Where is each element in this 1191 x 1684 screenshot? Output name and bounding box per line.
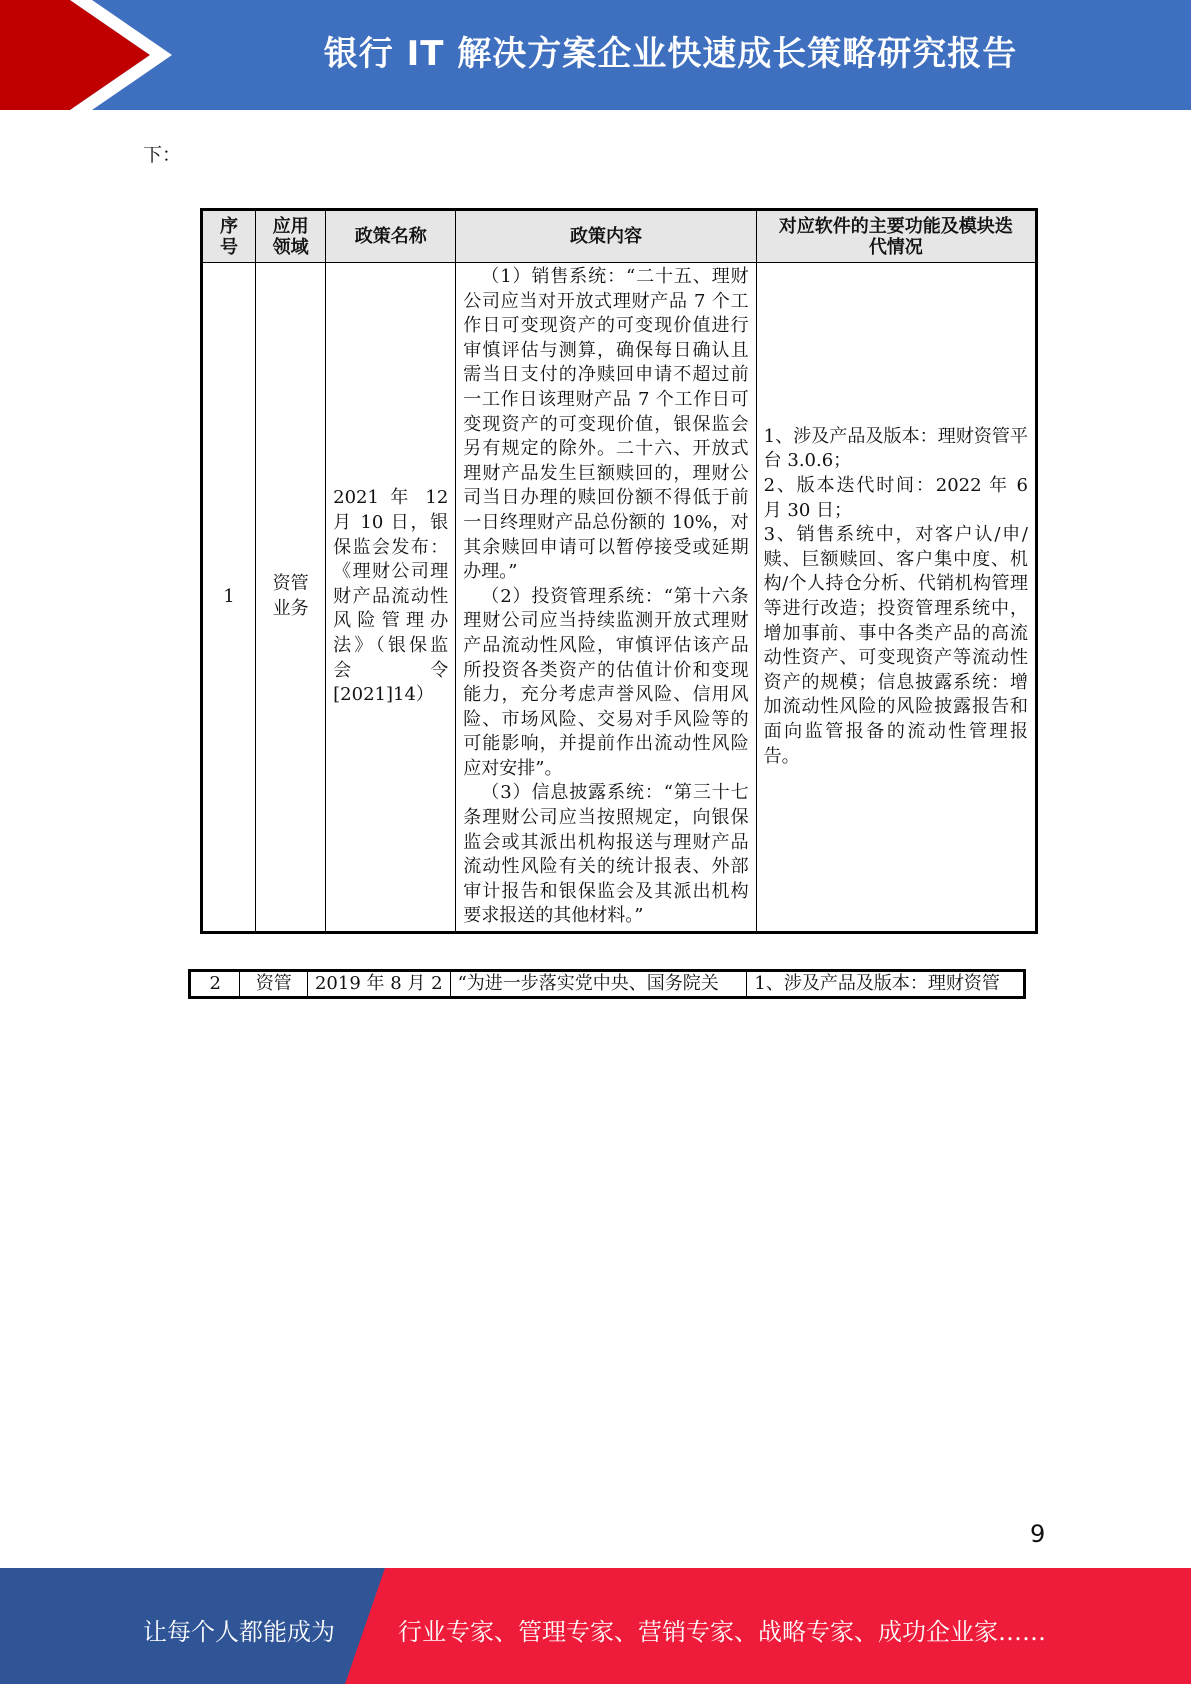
row-policy-content: “为进一步落实党中央、国务院关 xyxy=(450,971,747,998)
policy-table-continued xyxy=(188,969,1026,999)
header-field-line: 应用 xyxy=(272,215,309,237)
footer-slogan-left: 让每个人都能成为 xyxy=(143,1618,335,1646)
row-software-function: 1、涉及产品及版本：理财资管 xyxy=(747,971,1025,998)
row-software-function xyxy=(756,263,1036,933)
policy-content-paragraph: （2）投资管理系统：“第十六条理财公司应当持续监测开放式理财产品流动性风险，审慎评估该产品所投资各类资产的估值计价和变现能力，充分考虑声誉风险、信用风险、市场风险、交易对手风险等的可能影响，并提前作出流动性风险应对安排”。 xyxy=(463,585,749,779)
policy-content-paragraph: （3）信息披露系统：“第三十七条理财公司应当按照规定，向银保监会或其派出机构报送与理财产品流动性风险有关的统计报表、外部审计报告和银保监会及其派出机构要求报送的其他材料。” xyxy=(463,782,749,927)
function-item: 2、版本迭代时间：2022 年 6 月 30 日； xyxy=(763,475,1028,521)
page-number: 9 xyxy=(1030,1520,1046,1548)
table-row xyxy=(202,263,1037,933)
footer-slogan-right: 行业专家、管理专家、营销专家、战略专家、成功企业家…… xyxy=(398,1618,1046,1646)
header-no-line: 号 xyxy=(220,236,239,258)
row-field xyxy=(256,263,326,933)
row-policy-name: 2021 年 12 月 10 日，银保监会发布：《理财公司理财产品流动性风险管理办法》（银保监会令[2021]14） xyxy=(326,263,456,933)
header-field-line: 领域 xyxy=(272,236,309,258)
header-func-line: 代情况 xyxy=(868,236,923,258)
header-no-line: 序 xyxy=(220,215,239,237)
row-number: 2 xyxy=(190,971,240,998)
row-field-line: 业务 xyxy=(272,598,309,620)
function-item: 3、销售系统中，对客户认/申/赎、巨额赎回、客户集中度、机构/个人持仓分析、代销机构管理等进行改造；投资管理系统中，增加事前、事中各类产品的高流动性资产、可变现资产等流动性资产的规模；信息披露系统：增加流动性风险的风险披露报告和面向监管报备的流动性管理报告。 xyxy=(763,524,1028,767)
header-no xyxy=(202,210,256,263)
function-item: 1、涉及产品及版本：理财资管平台 3.0.6； xyxy=(763,425,1028,472)
row-policy-content xyxy=(456,263,756,933)
header-content: 政策内容 xyxy=(456,210,756,263)
header-func xyxy=(756,210,1036,263)
row-field-line: 资管 xyxy=(272,573,309,595)
header-title: 银行 IT 解决方案企业快速成长策略研究报告 xyxy=(323,34,1018,74)
policy-content-paragraph: （1）销售系统：“二十五、理财公司应当对开放式理财产品 7 个工作日可变现资产的可变现价值进行审慎评估与测算，确保每日确认且需当日支付的净赎回申请不超过前一工作日该理财产品 7 个工作日可变现资产的可变现价值，银保监会另有规定的除外。二十六、开放式理财产品发生巨额赎回的，理财公司当日办理的赎回份额不得低于前一日终理财产品总份额的 10%，对其余赎回申请可以暂停接受或延期办理。” xyxy=(463,266,749,583)
policy-table xyxy=(200,208,1038,934)
header-func-line: 对应软件的主要功能及模块迭 xyxy=(778,215,1013,237)
table-header-row xyxy=(202,210,1037,263)
row-policy-name: 2019 年 8 月 2 xyxy=(307,971,450,998)
intro-text: 下： xyxy=(143,144,182,166)
header-name: 政策名称 xyxy=(326,210,456,263)
header-field xyxy=(256,210,326,263)
page-header xyxy=(0,0,1191,110)
row-number: 1 xyxy=(202,263,256,933)
table-row xyxy=(190,971,1025,998)
row-field: 资管 xyxy=(240,971,307,998)
page-footer xyxy=(0,1568,1191,1684)
